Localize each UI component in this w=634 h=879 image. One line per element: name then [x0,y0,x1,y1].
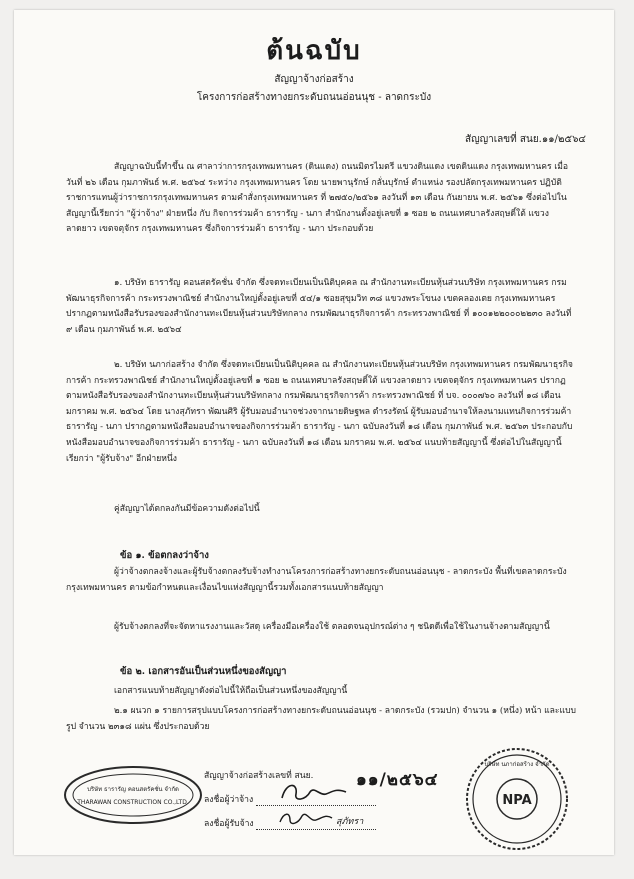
contractor-handwritten-name: สุภัทรา [336,817,364,827]
contract-ref-label: สัญญาจ้างก่อสร้างเลขที่ สนย. [204,771,314,781]
contractor-signature-label: ลงชื่อผู้รับจ้าง [204,819,254,829]
clause-1-heading: ข้อ ๑. ข้อตกลงว่าจ้าง [120,550,209,561]
clause-1-text-b: ผู้รับจ้างตกลงที่จะจัดหาแรงงานและวัสดุ เครื่องมือเครื่องใช้ ตลอดจนอุปกรณ์ต่าง ๆ ชนิดดีเพื่อใช้ในงานจ้างตามสัญญานี้ [114,622,550,632]
original-copy-stamp: ต้นฉบับ [266,36,362,66]
contract-number: สัญญาเลขที่ สนย.๑๑/๒๕๖๔ [464,134,586,145]
left-stamp-thai: บริษัท ธารารัญ คอนสตรัคชั่น จำกัด [87,786,179,793]
clause-2-text-b: ๒.๑ ผนวก ๑ รายการสรุปแบบโครงการก่อสร้างทางยกระดับถนนอ่อนนุช - ลาดกระบัง (รวมปก) จำนวน ๑ (หนึ่ง) หน้า และแบบรูป จำนวน ๒๓๑๘ แผ่น ซึ่งประกอบด้วย [66,706,576,732]
project-title: โครงการก่อสร้างทางยกระดับถนนอ่อนนุช - ลาดกระบัง [196,92,432,103]
clause-2-heading: ข้อ ๒. เอกสารอันเป็นส่วนหนึ่งของสัญญา [120,666,287,677]
npa-logo-text: NPA [502,793,532,808]
opening-paragraph: สัญญาฉบับนี้ทำขึ้น ณ ศาลาว่าการกรุงเทพมหานคร (ดินแดง) ถนนมิตรไมตรี แขวงดินแดง เขตดินแดง กรุงเทพมหานคร เมื่อวันที่ ๒๖ เดือน กุมภาพันธ์ พ.ศ. ๒๕๖๔ ระหว่าง กรุงเทพมหานคร โดย นายพานุรักษ์ กลั่นบุรักษ์ ตำแหน่ง รองปลัดกรุงเทพมหานคร ปฏิบัติราชการแทนผู้ว่าราชการกรุงเทพมหานคร ตามคำสั่งกรุงเทพมหานคร ที่ ๒๗๕๐/๒๕๖๑ ลงวันที่ ๑๓ เดือน กันยายน พ.ศ. ๒๕๖๑ ซึ่งต่อไปในสัญญานี้เรียกว่า "ผู้ว่าจ้าง" ฝ่ายหนึ่ง กับ กิจการร่วมค้า ธารารัญ - นภา สำนักงานตั้งอยู่เลขที่ ๑ ซอย ๒ ถนนเทศบาลรังสฤษดิ์ใต้ แขวงลาดยาว เขตจตุจักร กรุงเทพมหานคร ซึ่งกิจการร่วมค้า ธารารัญ - นภา ประกอบด้วย [66,162,569,235]
tharawan-company-stamp [62,764,204,826]
document-subtitle: สัญญาจ้างก่อสร้าง [274,74,354,85]
party-item-1: ๑. บริษัท ธารารัญ คอนสตรัคชั่น จำกัด ซึ่งจดทะเบียนเป็นนิติบุคคล ณ สำนักงานทะเบียนหุ้นส่วนบริษัท กรุงเทพมหานคร กรมพัฒนาธุรกิจการค้า กระทรวงพาณิชย์ สำนักงานใหญ่ตั้งอยู่เลขที่ ๕๔/๑ ซอยสุขุมวิท ๓๘ แขวงพระโขนง เขตคลองเตย กรุงเทพมหานคร ปรากฏตามหนังสือรับรองของสำนักงานทะเบียนหุ้นส่วนบริษัทกลาง กรมพัฒนาธุรกิจการค้า กระทรวงพาณิชย์ ที่ ๑๐๐๑๒๒๐๐๐๒๒๓๐ ลงวันที่ ๙ เดือน กุมภาพันธ์ พ.ศ. ๒๕๖๔ [66,278,572,335]
left-stamp-english: THARAWAN CONSTRUCTION CO.,LTD. [77,799,189,806]
npa-company-seal [462,744,572,854]
party-item-2: ๒. บริษัท นภาก่อสร้าง จำกัด ซึ่งจดทะเบียนเป็นนิติบุคคล ณ สำนักงานทะเบียนหุ้นส่วนบริษัท กรุงเทพมหานคร กรมพัฒนาธุรกิจการค้า กระทรวงพาณิชย์ สำนักงานใหญ่ตั้งอยู่เลขที่ ๑ ซอย ๒ ถนนเทศบาลรังสฤษดิ์ใต้ แขวงลาดยาว เขตจตุจักร กรุงเทพมหานคร ปรากฏตามหนังสือรับรองของสำนักงานทะเบียนหุ้นส่วนบริษัทกลาง กรมพัฒนาธุรกิจการค้า กระทรวงพาณิชย์ ที่ บจ. ๐๐๐๗๖๐ ลงวันที่ ๑๘ เดือน มกราคม พ.ศ. ๒๕๖๔ โดย นางสุภัทรา พัฒนศิริ ผู้รับมอบอำนาจช่วงจากนายดิษฐพล ดำรงรัตน์ ผู้รับมอบอำนาจให้ลงนามแทนกิจการร่วมค้า ธารารัญ - นภา ปรากฏตามหนังสือมอบอำนาจของกิจการร่วมค้า ธารารัญ - นภา ฉบับลงวันที่ ๑๘ เดือน กุมภาพันธ์ พ.ศ. ๒๕๖๓ ประกอบกับหนังสือมอบอำนาจของกิจการร่วมค้า ธารารัญ - นภา ฉบับลงวันที่ ๑๘ เดือน มกราคม พ.ศ. ๒๕๖๔ แนบท้ายสัญญานี้ ซึ่งต่อไปในสัญญานี้เรียกว่า "ผู้รับจ้าง" อีกฝ่ายหนึ่ง [66,360,573,464]
clause-2-text-a: เอกสารแนบท้ายสัญญาดังต่อไปนี้ให้ถือเป็นส่วนหนึ่งของสัญญานี้ [114,686,348,696]
contractor-signature-scribble [276,806,336,830]
employer-signature-scribble [276,778,356,806]
right-stamp-thai: บริษัท นภาก่อสร้าง จำกัด [484,761,550,768]
document-page [14,10,614,855]
clause-1-text-a: ผู้ว่าจ้างตกลงจ้างและผู้รับจ้างตกลงรับจ้างทำงานโครงการก่อสร้างทางยกระดับถนนอ่อนนุช - ลาดกระบัง พื้นที่เขตลาดกระบัง กรุงเทพมหานคร ตามข้อกำหนดและเงื่อนไขแห่งสัญญานี้รวมทั้งเอกสารแนบท้ายสัญญา [66,567,567,593]
agreement-intro: คู่สัญญาได้ตกลงกันมีข้อความดังต่อไปนี้ [114,504,260,514]
handwritten-contract-number: ๑๑/๒๕๖๔ [356,770,439,790]
employer-signature-label: ลงชื่อผู้ว่าจ้าง [204,795,254,805]
